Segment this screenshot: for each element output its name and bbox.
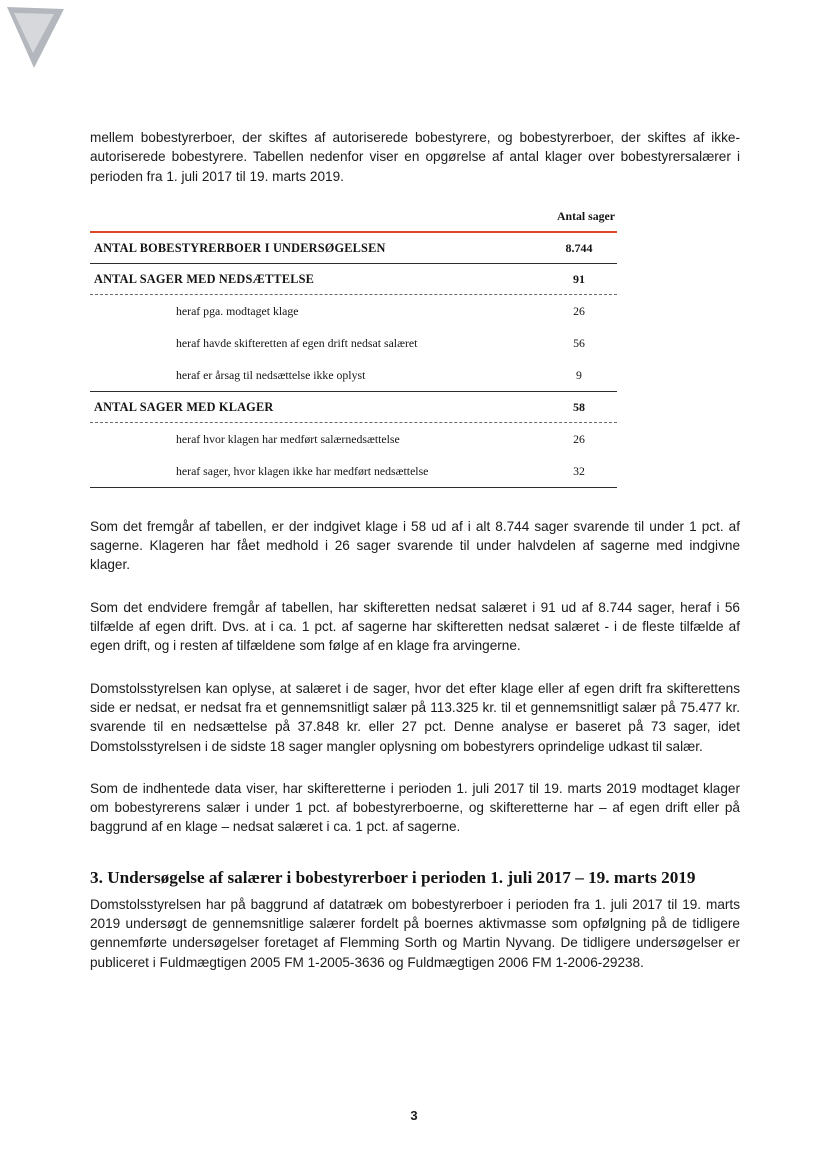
paragraph-opsummering: Som de indhentede data viser, har skifteretterne i perioden 1. juli 2017 til 19. marts 2019 modtaget klager om bobestyrerens salær i under 1 pct. af bobestyrerboerne, og skifteretterne har – af egen drift eller på baggrund af en klage – nedsat salæret i ca. 1 pct. af sagerne. (90, 780, 740, 835)
page-number: 3 (410, 1108, 418, 1123)
document-body (90, 128, 740, 995)
table-row-klager (90, 392, 617, 422)
section-heading: 3. Undersøgelse af salærer i bobestyrerboer i perioden 1. juli 2017 – 19. marts 2019 (90, 867, 696, 887)
table-rule-solid (90, 487, 617, 488)
row-label: heraf pga. modtaget klage (176, 303, 299, 318)
paragraph-klage-resultat: Som det fremgår af tabellen, er der indgivet klage i 58 ud af i alt 8.744 sager svarende til under 1 pct. af sagerne. Klageren har fået medhold i 26 sager svarende til under halvdelen af sagerne med indgivne klager. (90, 518, 740, 573)
row-label: ANTAL SAGER MED KLAGER (94, 399, 274, 414)
row-value: 58 (573, 399, 585, 414)
scan-artifact-icon (2, 2, 72, 74)
table-row-sub-klage (90, 295, 617, 327)
table-row-sub-ikke-medfoert (90, 455, 617, 487)
row-value: 32 (573, 463, 585, 478)
table-row-sub-ikke-oplyst (90, 359, 617, 391)
row-label: ANTAL BOBESTYRERBOER I UNDERSØGELSEN (94, 240, 386, 255)
table-row-sub-egen-drift (90, 327, 617, 359)
table-row-sub-medfoert (90, 423, 617, 455)
row-label: heraf sager, hvor klagen ikke har medført nedsættelse (176, 463, 429, 478)
paragraph-undersoegelse: Domstolsstyrelsen har på baggrund af datatræk om bobestyrerboer i perioden fra 1. juli 2017 til 19. marts 2019 undersøgt de gennemsnitlige salærer fordelt på boernes aktivmasse som opfølgning på de tidligere gennemførte undersøgelser foretaget af Flemming Sorth og Martin Nyvang. De tidligere undersøgelser er publiceret i Fuldmægtigen 2005 FM 1-2005-3636 og Fuldmægtigen 2006 FM 1-2006-29238. (90, 896, 740, 970)
table-row-nedsaettelse (90, 264, 617, 294)
intro-paragraph: mellem bobestyrerboer, der skiftes af autoriserede bobestyrere, og bobestyrerboer, der skiftes af ikke-autoriserede bobestyrere. Tabellen nedenfor viser en opgørelse af antal klager over bobestyrersalærer i perioden fra 1. juli 2017 til 19. marts 2019. (90, 130, 740, 184)
row-value: 26 (573, 431, 585, 446)
scan-corner-triangle-icon (2, 2, 72, 74)
row-value: 8.744 (565, 240, 593, 255)
paragraph-gennemsnit: Domstolsstyrelsen kan oplyse, at salæret i de sager, hvor det efter klage eller af egen drift fra skifterettens side er nedsat, er nedsat fra et gennemsnitligt salær på 113.325 kr. til et gennemsnitligt salær på 75.477 kr. svarende til en nedsættelse på 37.848 kr. eller 27 pct. Denne analyse er baseret på 73 sager, idet Domstolsstyrelsen i de sidste 18 sager mangler oplysning om bobestyrers oprindelige udkast til salær. (90, 680, 740, 754)
complaints-table (90, 209, 617, 488)
row-value: 26 (573, 303, 585, 318)
row-value: 91 (573, 271, 585, 286)
row-value: 56 (573, 335, 585, 350)
row-value: 9 (576, 367, 582, 382)
row-label: heraf er årsag til nedsættelse ikke oplyst (176, 367, 366, 382)
paragraph-nedsat-salaer: Som det endvidere fremgår af tabellen, har skifteretten nedsat salæret i 91 ud af 8.744 sager, heraf i 56 tilfælde af egen drift. Dvs. at i ca. 1 pct. af sagerne har skifteretten nedsat salæret - i de fleste tilfælde af egen drift, og i resten af tilfældene som følge af en klage fra arvingerne. (90, 599, 740, 654)
row-label: ANTAL SAGER MED NEDSÆTTELSE (94, 271, 315, 286)
row-label: heraf havde skifteretten af egen drift nedsat salæret (176, 335, 418, 350)
row-label: heraf hvor klagen har medført salærnedsættelse (176, 431, 400, 446)
table-column-header: Antal sager (557, 208, 615, 223)
table-row-total-boer (90, 233, 617, 263)
